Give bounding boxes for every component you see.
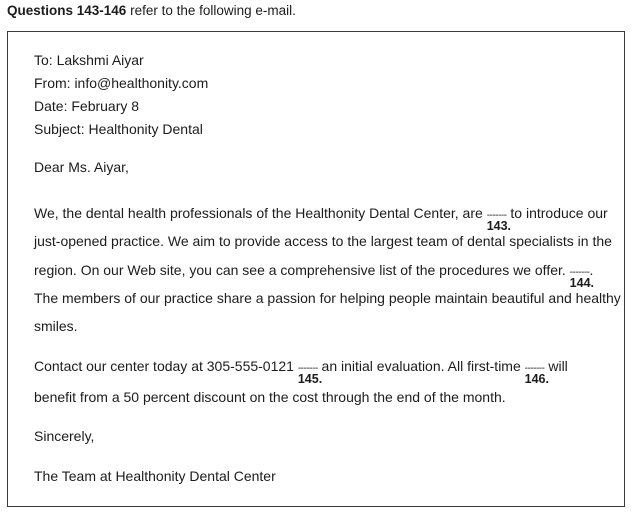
email-to: To: Lakshmi Aiyar	[34, 52, 144, 68]
blank-dash: -------	[486, 210, 507, 221]
blank-145[interactable]	[297, 363, 323, 386]
question-range: Questions 143-146	[7, 3, 127, 18]
text-segment: .	[589, 262, 594, 278]
paragraph-1-line-2: just-opened practice. We aim to provide access to the largest team of dental specialists in the	[34, 233, 612, 249]
email-signature: The Team at Healthonity Dental Center	[34, 468, 276, 484]
email-subject: Subject: Healthonity Dental	[34, 121, 203, 137]
text-segment: Contact our center today at 305-555-0121	[34, 358, 294, 374]
blank-dash: -------	[569, 267, 590, 278]
blank-number: 145.	[297, 372, 323, 386]
email-date: Date: February 8	[34, 98, 140, 114]
email-closing: Sincerely,	[34, 428, 95, 444]
blank-number: 146.	[524, 372, 549, 386]
paragraph-1-line-5: smiles.	[34, 318, 78, 334]
blank-number: 143.	[486, 219, 512, 233]
blank-dash: -------	[297, 363, 318, 374]
paragraph-2-line-1	[34, 358, 568, 386]
paragraph-1-line-4: The members of our practice share a passion for helping people maintain beautiful and healthy	[34, 290, 621, 306]
instructions	[7, 3, 296, 18]
blank-143[interactable]	[486, 210, 512, 233]
email-box	[7, 31, 625, 507]
text-segment: to introduce our	[510, 205, 608, 221]
text-segment: We, the dental health professionals of the Healthonity Dental Center, are	[34, 205, 483, 221]
blank-146[interactable]	[524, 363, 549, 386]
blank-144[interactable]	[569, 267, 595, 290]
instructions-text: refer to the following e-mail.	[130, 3, 296, 18]
email-from: From: info@healthonity.com	[34, 75, 209, 91]
blank-number: 144.	[569, 276, 595, 290]
paragraph-1-line-1	[34, 205, 608, 233]
blank-dash: -------	[524, 363, 545, 374]
paragraph-2-line-2: benefit from a 50 percent discount on the cost through the end of the month.	[34, 389, 506, 405]
text-segment: will	[548, 358, 568, 374]
text-segment: region. On our Web site, you can see a comprehensive list of the procedures we offer.	[34, 262, 566, 278]
email-greeting: Dear Ms. Aiyar,	[34, 159, 129, 175]
text-segment: an initial evaluation. All first-time	[321, 358, 521, 374]
paragraph-1-line-3	[34, 262, 595, 290]
